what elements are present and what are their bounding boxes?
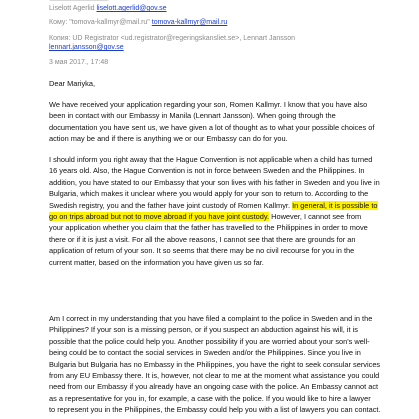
to-line xyxy=(49,18,227,27)
cropped-top-line xyxy=(49,0,109,1)
p3-line: being could be to contact the social services in Sweden and/or the Philippines. Since you live in xyxy=(49,348,361,358)
p2-line: Bulgaria, which makes it unclear where you would apply for your son to return to. According to the xyxy=(49,189,369,199)
p3-line: need from our Embassy if you already have an ongoing case with the police. An Embassy cannot act xyxy=(49,382,379,392)
from-email-link[interactable]: liselott.agerlid@gov.se xyxy=(96,5,167,12)
p1-line: action may be and if there is anything we or our Embassy can do for you. xyxy=(49,134,288,144)
p2-line: there or if it is just a visit. For all the above reasons, I cannot see that there are grounds for an xyxy=(49,234,356,244)
p2-line: 16 years old. Also, the Hague Convention is not in force between Sweden and the Philippines. In xyxy=(49,166,365,176)
sent-date: 3 мая 2017., 17:48 xyxy=(49,59,109,66)
p3-line: Philippines? If your son is a missing person, or if you suspect an abduction against his will, it is xyxy=(49,325,358,335)
p1-line: documentation you have sent us, we have given a lot of thought as to what your possible choices of xyxy=(49,122,375,132)
from-name: Liselott Agerlid xyxy=(49,5,95,12)
p3-line: from any EU Embassy there. It is, however, not clear to me at the moment what assistance you could xyxy=(49,370,380,380)
cc-email-link[interactable]: lennart.jansson@gov.se xyxy=(49,44,124,51)
p3-line: as a representative for you in, for example, a case with the police. If you would like to hire a lawyer xyxy=(49,393,371,403)
to-value: "tomova-kallmyr@mail.ru" xyxy=(69,19,150,26)
paragraph-1 xyxy=(49,99,375,145)
p3-line: possible that the police could help you. Another possibility if you are worried about your son's well- xyxy=(49,336,370,346)
cc-line xyxy=(49,34,295,43)
cc-line-2 xyxy=(49,43,124,52)
paragraph-2 xyxy=(49,154,380,268)
paragraph-3 xyxy=(49,313,381,416)
highlighted-text: In general, it is possible to xyxy=(292,200,378,210)
p2-line: your application whether you claim that the father has travelled to the Philippines in order to move xyxy=(49,223,368,233)
p2-line: current matter, based on the information you have given us so far. xyxy=(49,257,264,267)
p1-line: We have received your application regarding your son, Romen Kallmyr. I know that you have also xyxy=(49,100,368,109)
cc-label: Копия: xyxy=(49,35,71,42)
to-email-link[interactable]: tomova-kallmyr@mail.ru xyxy=(151,19,228,26)
p2-line: I should inform you right away that the Hague Convention is not applicable when a child has turned xyxy=(49,155,373,164)
from-line xyxy=(49,4,167,13)
p2-line: application of return of your son. It so seems that there may be no civil recourse for you in the xyxy=(49,246,355,256)
p2-line: addition, you have stated to our Embassy that your son lives with his father in Sweden and you live in xyxy=(49,177,380,187)
greeting: Dear Mariyka, xyxy=(49,79,95,88)
p2-line-highlight-1: Swedish registry, you and the father have joint custody of Romen Kallmyr. In general, it is possible to xyxy=(49,200,378,210)
cc-value: UD Registrator <ud.registrator@regeringskansliet.se>, Lennart Jansson xyxy=(72,35,296,42)
p3-line: Bulgaria but Bulgaria has no Embassy in the Philippines, you have the right to seek consular services xyxy=(49,359,381,369)
p2-line-highlight-2: go on trips abroad but not to move abroad if you have joint custody. However, I cannot see from xyxy=(49,211,362,221)
date-line xyxy=(49,58,108,67)
highlighted-text: go on trips abroad but not to move abroad if you have joint custody. xyxy=(49,211,270,221)
p1-line: been in contact with our Embassy in Manila (Lennart Jansson). When going through the xyxy=(49,111,336,121)
to-label: Кому: xyxy=(49,19,68,26)
p3-line: Am I correct in my understanding that you have filed a complaint to the police in Sweden and in the xyxy=(49,314,373,323)
p3-line: to represent you in the Philippines, the Embassy could help you with a list of lawyers you can contact. xyxy=(49,405,381,415)
